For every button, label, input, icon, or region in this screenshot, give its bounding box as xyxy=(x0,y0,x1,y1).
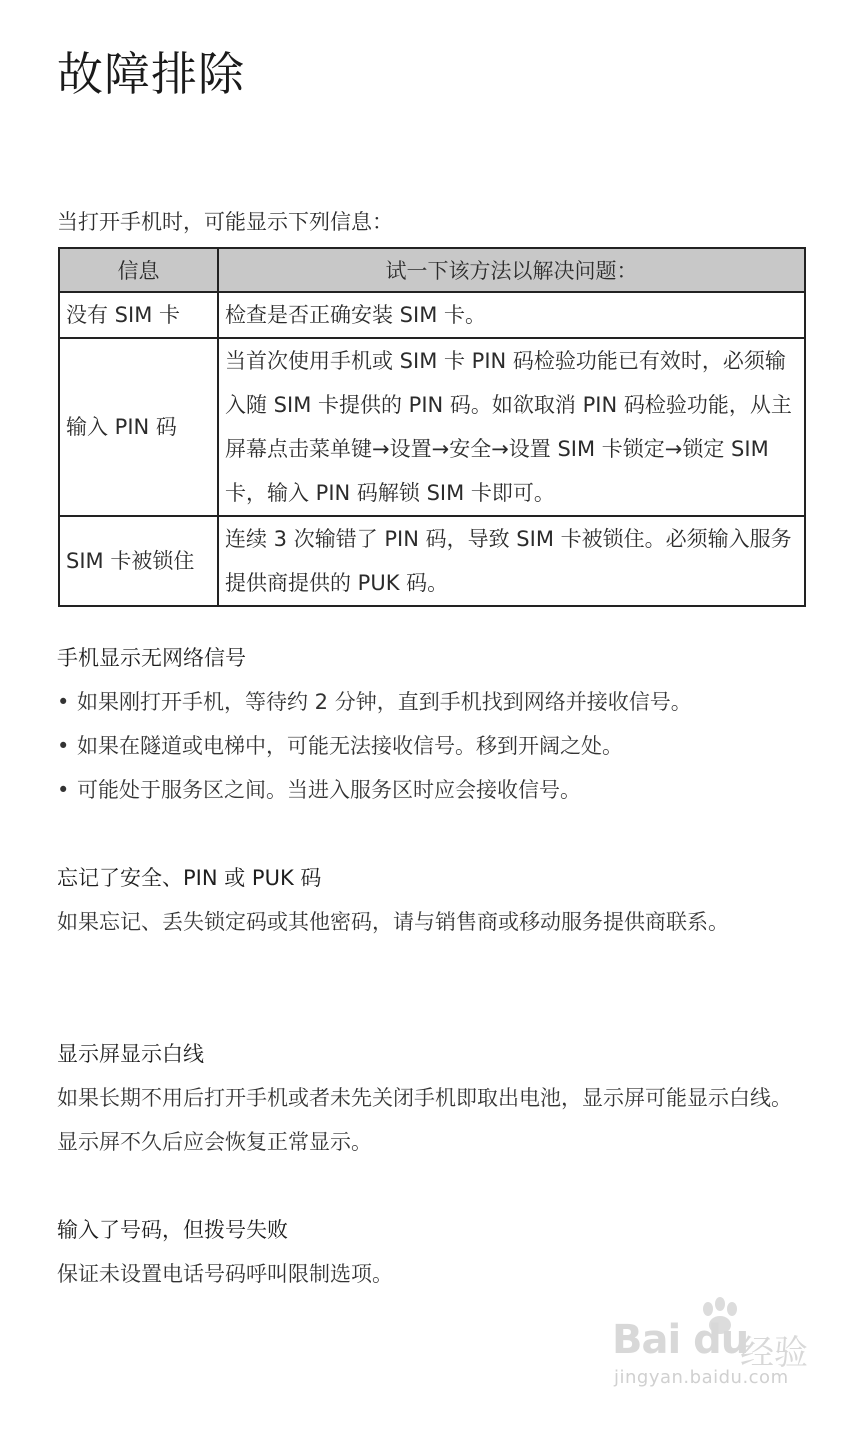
section-text: 如果忘记、丢失锁定码或其他密码，请与销售商或移动服务提供商联系。 xyxy=(57,910,729,934)
list-item-text: 如果刚打开手机，等待约 2 分钟，直到手机找到网络并接收信号。 xyxy=(77,690,692,714)
message-cell: 输入 PIN 码 xyxy=(59,338,218,516)
no-signal-section xyxy=(57,636,807,812)
table-header-row xyxy=(59,248,805,292)
intro-text: 当打开手机时，可能显示下列信息： xyxy=(57,210,393,234)
list-item-text: 可能处于服务区之间。当进入服务区时应会接收信号。 xyxy=(77,778,581,802)
section-heading: 显示屏显示白线 xyxy=(57,1042,204,1066)
section-text: 如果长期不用后打开手机或者未先关闭手机即取出电池，显示屏可能显示白线。显示屏不久后应会恢复正常显示。 xyxy=(57,1086,792,1154)
bullet-icon: • xyxy=(57,734,70,758)
solution-cell: 当首次使用手机或 SIM 卡 PIN 码检验功能已有效时，必须输入随 SIM 卡提供的 PIN 码。如欲取消 PIN 码检验功能，从主屏幕点击菜单键→设置→安全→设置 SIM 卡锁定→锁定 SIM 卡，输入 PIN 码解锁 SIM 卡即可。 xyxy=(218,338,805,516)
table-row xyxy=(59,338,805,516)
list-item xyxy=(57,768,807,812)
watermark-cn: 经验 xyxy=(740,1333,808,1373)
column-header-message: 信息 xyxy=(59,248,218,292)
troubleshooting-table xyxy=(58,247,806,607)
column-header-solution: 试一下该方法以解决问题： xyxy=(218,248,805,292)
solution-cell: 检查是否正确安装 SIM 卡。 xyxy=(218,292,805,338)
list-item xyxy=(57,680,807,724)
bullet-icon: • xyxy=(57,778,70,802)
bullet-list xyxy=(57,680,807,812)
forgot-code-section xyxy=(57,856,807,944)
dial-fail-section xyxy=(57,1208,807,1296)
section-heading: 输入了号码，但拨号失败 xyxy=(57,1218,288,1242)
bullet-icon: • xyxy=(57,690,70,714)
message-cell: 没有 SIM 卡 xyxy=(59,292,218,338)
list-item-text: 如果在隧道或电梯中，可能无法接收信号。移到开阔之处。 xyxy=(77,734,623,758)
table-row xyxy=(59,292,805,338)
list-item xyxy=(57,724,807,768)
solution-cell: 连续 3 次输错了 PIN 码，导致 SIM 卡被锁住。必须输入服务提供商提供的 PUK 码。 xyxy=(218,516,805,606)
message-cell: SIM 卡被锁住 xyxy=(59,516,218,606)
section-heading: 忘记了安全、PIN 或 PUK 码 xyxy=(57,866,322,890)
section-text: 保证未设置电话号码呼叫限制选项。 xyxy=(57,1262,393,1286)
table-row xyxy=(59,516,805,606)
white-lines-section xyxy=(57,1032,807,1164)
baidu-watermark xyxy=(612,1297,812,1393)
watermark-url: jingyan.baidu.com xyxy=(614,1367,789,1388)
section-heading: 手机显示无网络信号 xyxy=(57,646,246,670)
page-title: 故障排除 xyxy=(57,47,245,101)
watermark-logo: Bai du xyxy=(612,1317,749,1363)
